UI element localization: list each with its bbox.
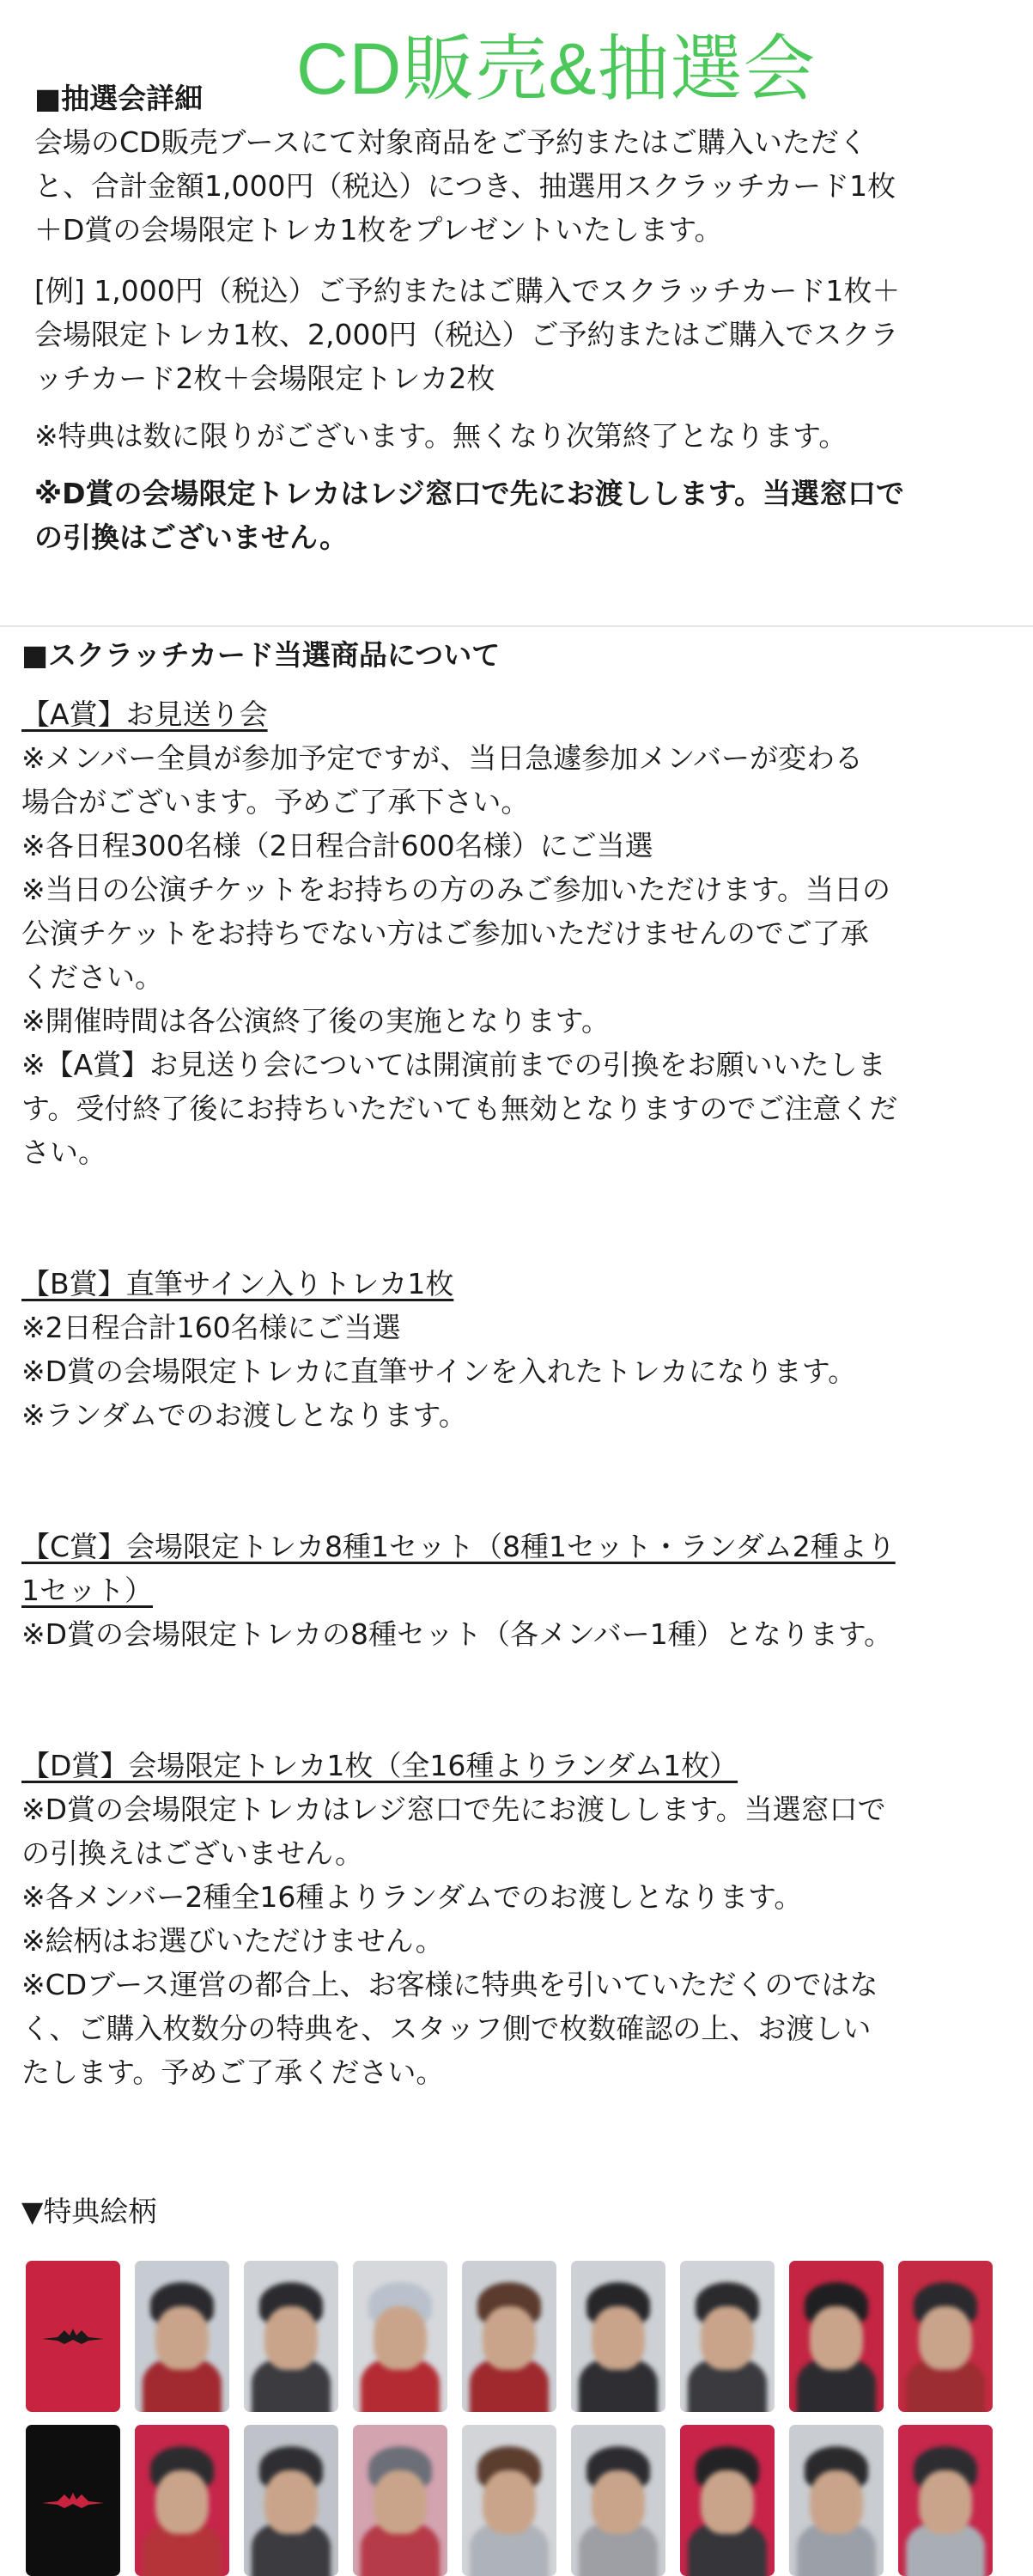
text-line: ※ランダムでのお渡しとなります。	[21, 1398, 467, 1432]
text-line: 会場限定トレカ1枚、2,000円（税込）ご予約またはご購入でスクラ	[34, 318, 899, 351]
member-card-image	[353, 2261, 447, 2412]
text-line: たします。予めご了承ください。	[21, 2055, 445, 2089]
text-line: ※各日程300名様（2日程合計600名様）にご当選	[21, 829, 653, 862]
prize-d-title: 【D賞】会場限定トレカ1枚（全16種よりランダム1枚）	[21, 1749, 738, 1782]
prize-b-notes	[21, 1306, 1022, 1437]
text-line: ※D賞の会場限定トレカはレジ窓口で先にお渡しします。当選窓口で	[34, 477, 905, 510]
text-line: ッチカード2枚＋会場限定トレカ2枚	[34, 362, 495, 395]
text-line: [例] 1,000円（税込）ご予約またはご購入でスクラッチカード1枚＋	[34, 274, 901, 308]
prize-c-notes	[21, 1612, 1022, 1656]
text-line: ＋D賞の会場限定トレカ1枚をプレゼントいたします。	[34, 213, 723, 247]
example-text	[34, 269, 1013, 400]
lottery-details-text	[34, 120, 1013, 252]
banner-title: CD販売&抽選会	[296, 28, 817, 109]
prizes-heading: ■スクラッチカード当選商品について	[21, 638, 501, 672]
member-card-image	[244, 2425, 338, 2576]
text-line: ※D賞の会場限定トレカに直筆サインを入れたトレカになります。	[21, 1355, 857, 1388]
group-logo-emblem	[40, 2491, 106, 2510]
card-photo-face	[374, 2470, 427, 2534]
text-line: く、ご購入枚数分の特典を、スタッフ側で枚数確認の上、お渡しい	[21, 2012, 872, 2045]
text-line: さい。	[21, 1136, 106, 1169]
card-photo-face	[701, 2470, 754, 2534]
text-line: 公演チケットをお持ちでない方はご参加いただけませんのでご了承	[21, 917, 869, 950]
prize-d-block	[21, 1744, 1022, 2094]
member-card-image	[680, 2425, 775, 2576]
logo-card-image	[26, 2425, 120, 2576]
text-line: ※D賞の会場限定トレカはレジ窓口で先にお渡しします。当選窓口で	[21, 1793, 886, 1826]
text-line: ください。	[21, 960, 163, 994]
logo-card-image	[26, 2261, 120, 2412]
card-photo-face	[264, 2470, 318, 2534]
text-line: 【C賞】会場限定トレカ8種1セット（8種1セット・ランダム2種より	[21, 1530, 896, 1563]
prizes-section	[21, 634, 1022, 2094]
text-line: ※各メンバー2種全16種よりランダムでのお渡しとなります。	[21, 1880, 803, 1914]
card-photo-face	[155, 2306, 209, 2370]
card-photo-face	[264, 2306, 318, 2370]
member-card-image	[898, 2261, 993, 2412]
gallery-heading: ▼特典絵柄	[21, 2195, 157, 2228]
member-card-image	[898, 2425, 993, 2576]
text-line: の引換はございません。	[34, 521, 348, 554]
section-divider	[0, 625, 1033, 627]
prize-a-title: 【A賞】お見送り会	[21, 697, 268, 731]
member-card-image	[680, 2261, 775, 2412]
prize-c-block	[21, 1525, 1022, 1656]
text-line: ※CDブース運営の都合上、お客様に特典を引いていただくのではな	[21, 1968, 878, 2001]
member-card-image	[462, 2425, 556, 2576]
text-line: ※当日の公演チケットをお持ちの方のみご参加いただけます。当日の	[21, 873, 891, 906]
lottery-details-heading: ■抽選会詳細	[34, 82, 204, 115]
text-line: と、合計金額1,000円（税込）につき、抽選用スクラッチカード1枚	[34, 169, 896, 203]
text-line: 1セット）	[21, 1574, 153, 1607]
card-photo-face	[483, 2306, 536, 2370]
card-photo-face	[592, 2306, 645, 2370]
member-card-image	[789, 2261, 884, 2412]
member-card-image	[353, 2425, 447, 2576]
card-photo-face	[919, 2470, 972, 2534]
limit-note: ※特典は数に限りがございます。無くなり次第終了となります。	[34, 419, 848, 453]
text-line: の引換えはございません。	[21, 1836, 363, 1870]
member-card-image	[135, 2261, 229, 2412]
text-line: ※開催時間は各公演終了後の実施となります。	[21, 1004, 611, 1038]
member-card-image	[571, 2425, 665, 2576]
card-photo-face	[701, 2306, 754, 2370]
trading-card-gallery	[26, 2261, 996, 2576]
card-photo-face	[483, 2470, 536, 2534]
text-line: 会場のCD販売ブースにて対象商品をご予約またはご購入いただく	[34, 125, 867, 159]
text-line: ※2日程合計160名様にご当選	[21, 1311, 401, 1344]
lottery-details-section	[34, 77, 1013, 559]
member-card-image	[135, 2425, 229, 2576]
card-photo-face	[810, 2470, 863, 2534]
member-card-image	[244, 2261, 338, 2412]
card-photo-face	[374, 2306, 427, 2370]
text-line: ※メンバー全員が参加予定ですが、当日急遽参加メンバーが変わる	[21, 741, 864, 775]
card-photo-face	[810, 2306, 863, 2370]
card-photo-face	[155, 2470, 209, 2534]
group-logo-emblem	[40, 2327, 106, 2346]
text-line: す。受付終了後にお持ちいただいても無効となりますのでご注意くだ	[21, 1092, 898, 1125]
prize-a-notes	[21, 736, 1022, 1174]
bold-note	[34, 472, 1013, 559]
prize-c-title	[21, 1525, 1022, 1612]
text-line: ※【A賞】お見送り会については開演前までの引換をお願いいたしま	[21, 1048, 886, 1081]
card-photo-face	[592, 2470, 645, 2534]
prize-d-notes	[21, 1787, 1022, 2094]
member-card-image	[571, 2261, 665, 2412]
prize-b-block	[21, 1262, 1022, 1437]
member-card-image	[462, 2261, 556, 2412]
prize-b-title: 【B賞】直筆サイン入りトレカ1枚	[21, 1267, 454, 1300]
text-line: ※絵柄はお選びいただけません。	[21, 1924, 444, 1958]
card-photo-face	[919, 2306, 972, 2370]
text-line: ※D賞の会場限定トレカの8種セット（各メンバー1種）となります。	[21, 1617, 893, 1651]
prize-a-block	[21, 692, 1022, 1174]
member-card-image	[789, 2425, 884, 2576]
text-line: 場合がございます。予めご了承下さい。	[21, 785, 530, 819]
